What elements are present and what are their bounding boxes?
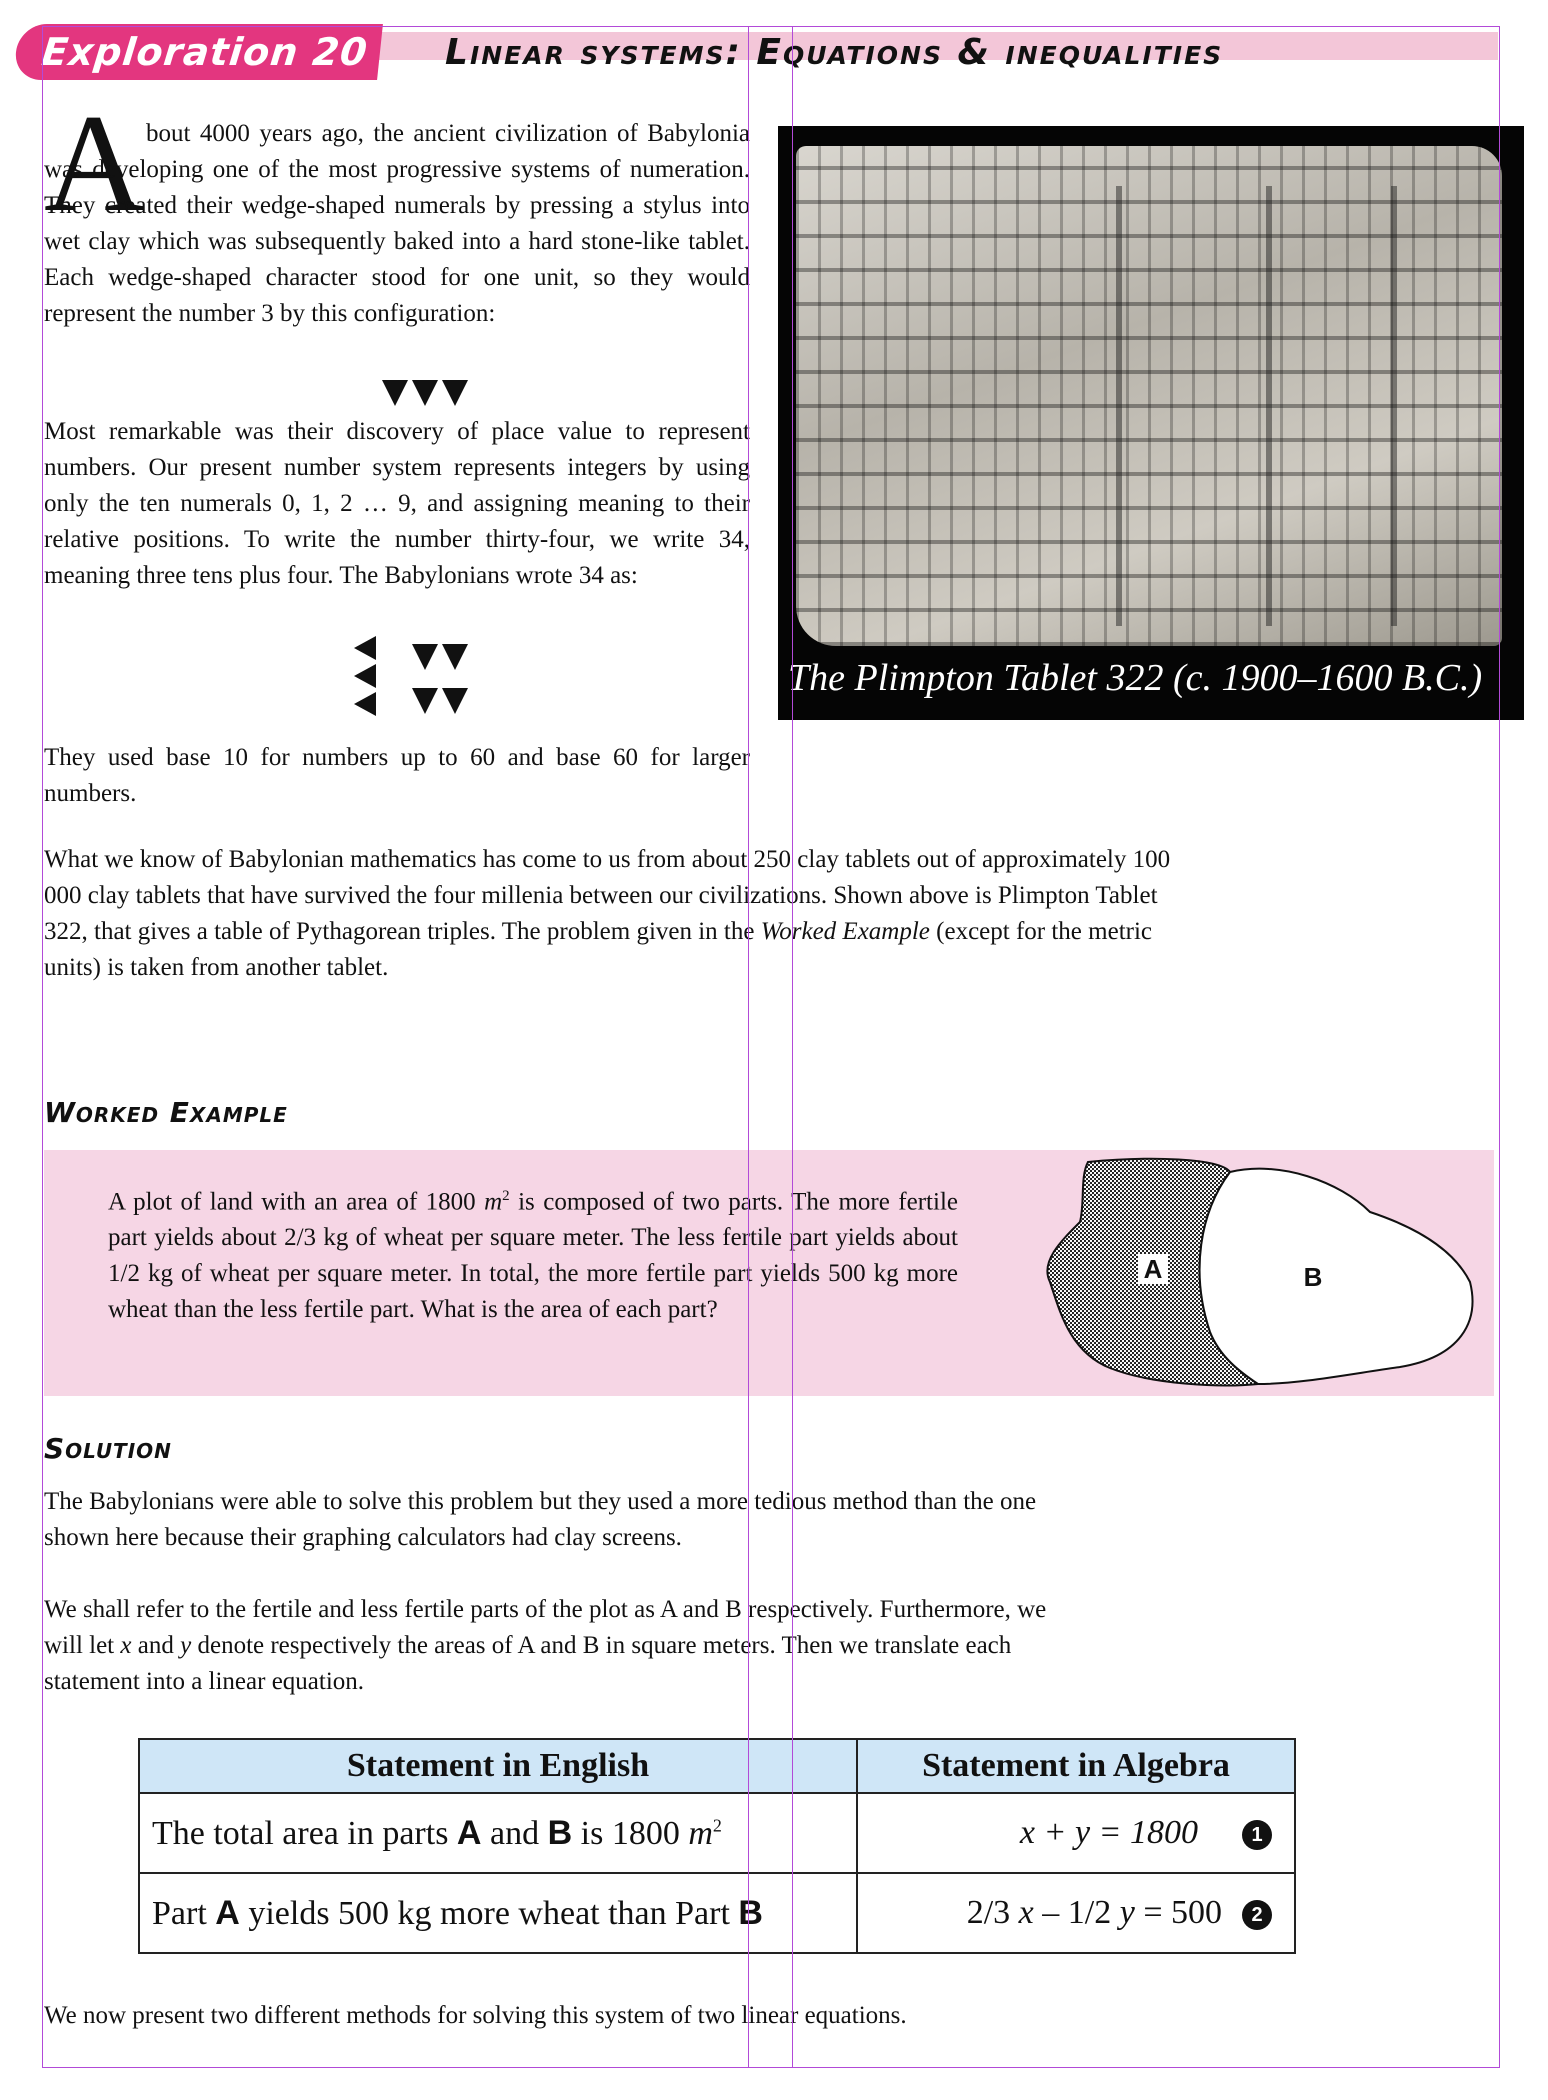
exploration-badge: Exploration 20	[13, 24, 383, 80]
solution-paragraph-2: We shall refer to the fertile and less fertile parts of the plot as A and B respectively. Furthermore, we will let x and y denote respectively the areas of A and B in square meters. Then we translate each statement into a linear equation.	[44, 1596, 1047, 1695]
solution-heading: Solution	[44, 1432, 172, 1465]
tablet-caption: The Plimpton Tablet 322 (c. 1900–1600 B.C.)	[788, 657, 1483, 699]
tablet-column-divider	[1391, 186, 1397, 626]
page-title: Linear systems: Equations & inequalities	[445, 32, 1224, 73]
wedge-icon	[412, 380, 438, 406]
statements-table	[138, 1738, 1296, 1954]
chevron-ten-icon	[354, 636, 376, 660]
header-algebra: Statement in Algebra	[857, 1739, 1295, 1793]
header-english: Statement in English	[139, 1739, 857, 1793]
intro-paragraph-4-text: What we know of Babylonian mathematics has come to us from about 250 clay tablets out of approximately 100 000 clay tablets that have survived the four millenia between our civilizations. Shown above is Plimpton Tablet 322, that gives a table of Pythagorean triples. The problem given in the Worked Example (except for the metric units) is taken from another tablet.	[44, 846, 1171, 981]
equation-marker-1: 1	[1242, 1820, 1272, 1850]
intro-paragraph-4	[44, 842, 1204, 986]
chevron-ten-icon	[354, 664, 376, 688]
equation-marker-2: 2	[1242, 1900, 1272, 1930]
solution-paragraph-1: The Babylonians were able to solve this problem but they used a more tedious method than the one shown here because their graphing calculators had clay screens.	[44, 1488, 1037, 1551]
wedge-icon	[442, 644, 468, 670]
wedge-icon	[442, 380, 468, 406]
cuneiform-thirty-four	[350, 636, 510, 718]
row2-english: Part A yields 500 kg more wheat than Part B	[139, 1873, 857, 1953]
plot-label-a: A	[1143, 1254, 1163, 1284]
table-header-row	[139, 1739, 1295, 1793]
intro-paragraph-1-text: bout 4000 years ago, the ancient civilization of Babylonia was developing one of the most progressive systems of numeration. They created their wedge-shaped numerals by pressing a stylus into wet clay which was subsequently baked into a hard stone-like tablet. Each wedge-shaped character stood for one unit, so they would represent the number 3 by this configuration:	[44, 120, 750, 327]
row1-english: The total area in parts A and B is 1800 $m^2$	[139, 1793, 857, 1873]
table-row	[139, 1793, 1295, 1873]
plot-label-b: B	[1303, 1262, 1323, 1292]
land-plot-diagram	[1040, 1152, 1480, 1392]
plot-part-b	[1200, 1169, 1473, 1384]
solution-paragraph-3: We now present two different methods for solving this system of two linear equations.	[44, 2002, 907, 2029]
chevron-ten-icon	[354, 692, 376, 716]
row1-algebra: x + y = 1800 1	[857, 1793, 1295, 1873]
intro-paragraph-2	[44, 414, 750, 594]
intro-paragraph-2-text: Most remarkable was their discovery of place value to represent numbers. Our present number system represents integers by using only the ten numerals 0, 1, 2 … 9, and assigning meaning to their relative positions. To write the number thirty-four, we write 34, meaning three tens plus four. The Babylonians wrote 34 as:	[44, 418, 750, 589]
cuneiform-three	[370, 380, 480, 411]
worked-example-heading: Worked Example	[44, 1096, 288, 1129]
intro-paragraph-3-text: They used base 10 for numbers up to 60 and base 60 for larger numbers.	[44, 744, 750, 807]
drop-cap: A	[44, 86, 146, 241]
row2-algebra: 2/3 x – 1/2 y = 500 2	[857, 1873, 1295, 1953]
tablet-photo	[796, 146, 1502, 646]
intro-paragraph-1	[44, 116, 750, 332]
wedge-icon	[382, 380, 408, 406]
wedge-icon	[442, 688, 468, 714]
table-row	[139, 1873, 1295, 1953]
tablet-column-divider	[1116, 186, 1122, 626]
plimpton-tablet-figure	[778, 126, 1524, 720]
worked-example-text: A plot of land with an area of 1800 $m^2$ is composed of two parts. The more fertile part yields about 2/3 kg of wheat per square meter. The less fertile part yields about 1/2 kg of wheat per square meter. In total, the more fertile part yields 500 kg more wheat than the less fertile part. What is the area of each part?	[108, 1188, 958, 1324]
tablet-column-divider	[1266, 186, 1272, 626]
intro-paragraph-3	[44, 740, 750, 812]
wedge-icon	[412, 644, 438, 670]
wedge-icon	[412, 688, 438, 714]
